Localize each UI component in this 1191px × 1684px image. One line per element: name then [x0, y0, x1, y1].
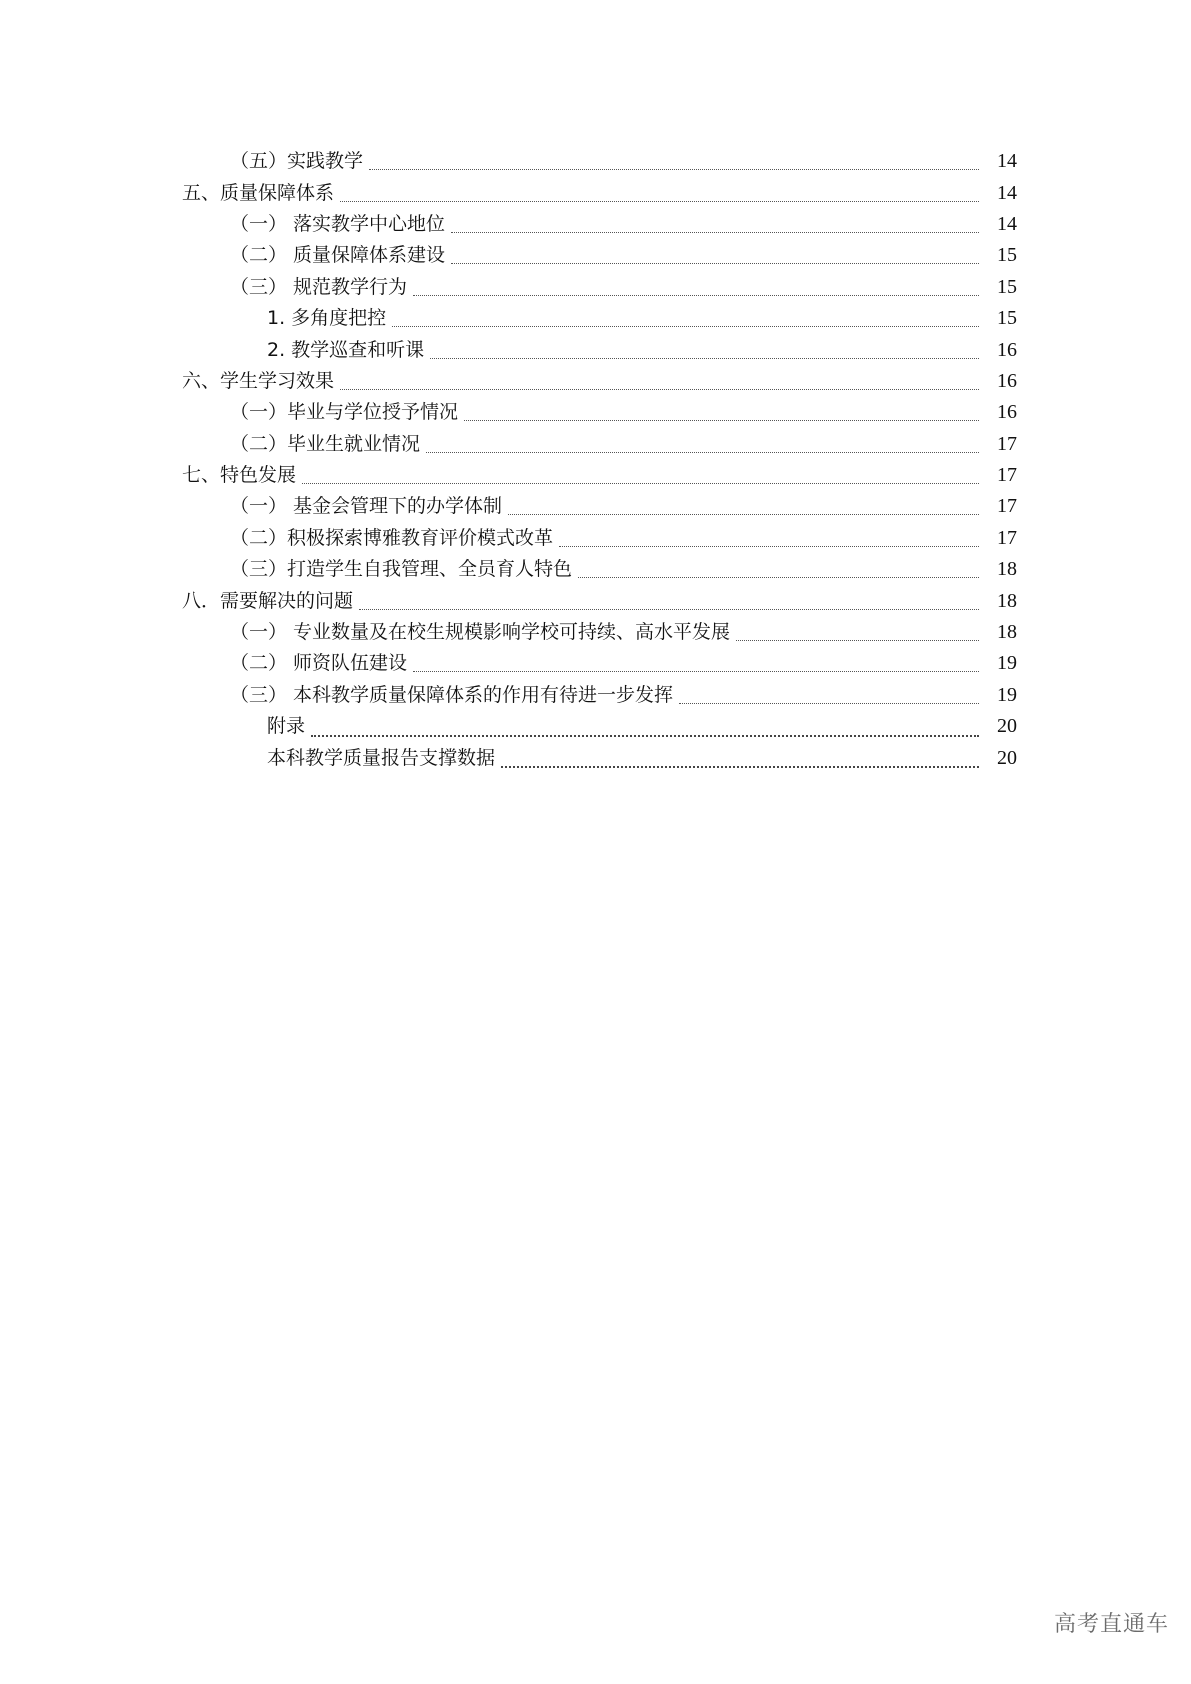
toc-entry[interactable]: [0, 240, 1191, 271]
toc-entry-page-number: 15: [997, 275, 1017, 298]
toc-dot-leader: [426, 452, 979, 453]
toc-entry-page-number: 20: [997, 715, 1017, 738]
toc-entry-page-number: 18: [997, 621, 1017, 644]
watermark: 高考直通车: [1053, 1612, 1169, 1637]
toc-dot-leader: [311, 735, 979, 737]
toc-entry[interactable]: [0, 711, 1191, 742]
toc-entry[interactable]: [0, 366, 1191, 397]
toc-entry-page-number: 19: [997, 652, 1017, 675]
toc-entry-label: （二）积极探索博雅教育评价模式改革: [230, 526, 554, 549]
toc-entry-label: 五、质量保障体系: [182, 181, 335, 204]
toc-entry-page-number: 19: [997, 683, 1017, 706]
toc-entry-page-number: 17: [997, 432, 1017, 455]
toc-entry-label: 2. 教学巡查和听课: [267, 338, 425, 361]
toc-entry-label: 本科教学质量报告支撑数据: [267, 746, 496, 769]
toc-entry[interactable]: [0, 272, 1191, 303]
toc-entry-label: （二）毕业生就业情况: [230, 432, 421, 455]
toc-entry-label: 1. 多角度把控: [267, 307, 387, 330]
toc-entry-label: （一）毕业与学位授予情况: [230, 401, 459, 424]
toc-entry-label: （五）实践教学: [230, 150, 364, 173]
toc-dot-leader: [302, 483, 979, 484]
toc-entry[interactable]: [0, 303, 1191, 334]
toc-dot-leader: [359, 609, 979, 610]
toc-entry[interactable]: [0, 523, 1191, 554]
toc-entry-page-number: 18: [997, 558, 1017, 581]
toc-entry-label: 八．需要解决的问题: [182, 589, 354, 612]
toc-dot-leader: [369, 169, 979, 170]
toc-dot-leader: [340, 201, 979, 202]
toc-entry-page-number: 17: [997, 464, 1017, 487]
toc-entry[interactable]: [0, 177, 1191, 208]
toc-entry[interactable]: [0, 460, 1191, 491]
toc-dot-leader: [508, 514, 979, 515]
toc-entry[interactable]: [0, 491, 1191, 522]
toc-dot-leader: [413, 671, 979, 672]
toc-entry-label: （一） 专业数量及在校生规模影响学校可持续、高水平发展: [230, 621, 731, 644]
toc-entry[interactable]: [0, 334, 1191, 365]
toc-dot-leader: [501, 766, 979, 768]
toc-entry-page-number: 14: [997, 212, 1017, 235]
toc-dot-leader: [451, 232, 979, 233]
toc-entry-label: 附录: [267, 715, 306, 738]
toc-entry-label: 七、特色发展: [182, 464, 297, 487]
toc-entry[interactable]: [0, 585, 1191, 616]
toc-entry[interactable]: [0, 742, 1191, 773]
toc-entry-page-number: 16: [997, 369, 1017, 392]
toc-entry-page-number: 16: [997, 401, 1017, 424]
toc-entry[interactable]: [0, 429, 1191, 460]
toc-entry-label: （二） 师资队伍建设: [230, 652, 408, 675]
toc-dot-leader: [559, 546, 979, 547]
toc-entry-label: （二） 质量保障体系建设: [230, 244, 446, 267]
toc-dot-leader: [451, 263, 979, 264]
toc-entry-page-number: 18: [997, 589, 1017, 612]
toc-entry[interactable]: [0, 617, 1191, 648]
toc-entry[interactable]: [0, 554, 1191, 585]
toc-entry-label: （一） 落实教学中心地位: [230, 212, 446, 235]
toc-entry[interactable]: [0, 680, 1191, 711]
toc-entry-page-number: 14: [997, 150, 1017, 173]
toc-entry-page-number: 16: [997, 338, 1017, 361]
toc-entry-page-number: 17: [997, 495, 1017, 518]
toc-dot-leader: [464, 420, 979, 421]
toc-dot-leader: [340, 389, 979, 390]
toc-entry-page-number: 17: [997, 526, 1017, 549]
toc-entry[interactable]: [0, 209, 1191, 240]
toc-dot-leader: [578, 577, 979, 578]
toc-entry-label: 六、学生学习效果: [182, 369, 335, 392]
toc-entry-page-number: 15: [997, 244, 1017, 267]
toc-entry-label: （一） 基金会管理下的办学体制: [230, 495, 503, 518]
table-of-contents: [0, 146, 1191, 774]
toc-entry-page-number: 15: [997, 307, 1017, 330]
toc-dot-leader: [413, 295, 979, 296]
toc-dot-leader: [430, 358, 979, 359]
toc-dot-leader: [679, 703, 979, 704]
toc-entry-page-number: 20: [997, 746, 1017, 769]
toc-entry-label: （三）打造学生自我管理、全员育人特色: [230, 558, 573, 581]
toc-entry[interactable]: [0, 648, 1191, 679]
toc-entry-label: （三） 规范教学行为: [230, 275, 408, 298]
toc-entry[interactable]: [0, 146, 1191, 177]
toc-entry[interactable]: [0, 397, 1191, 428]
toc-entry-page-number: 14: [997, 181, 1017, 204]
toc-dot-leader: [392, 326, 979, 327]
toc-dot-leader: [736, 640, 979, 641]
toc-entry-label: （三） 本科教学质量保障体系的作用有待进一步发挥: [230, 683, 674, 706]
